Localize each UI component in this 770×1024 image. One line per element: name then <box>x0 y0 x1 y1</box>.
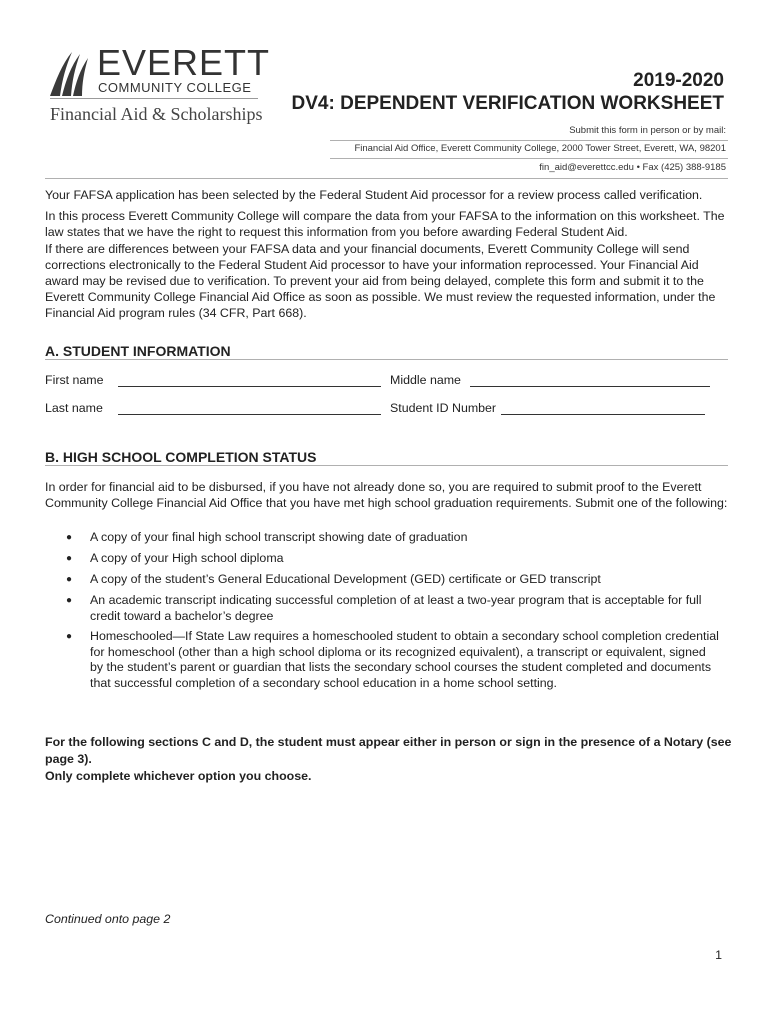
section-a-heading: A. STUDENT INFORMATION <box>45 343 231 359</box>
continued-note: Continued onto page 2 <box>45 912 171 926</box>
student-id-label: Student ID Number <box>390 401 497 415</box>
intro-paragraph-2: In this process Everett Community College will compare the data from your FAFSA to the information on this worksheet. The law states that we have the right to request this information from you before awarding Federal Student Aid. <box>45 209 725 239</box>
first-name-field[interactable] <box>118 386 381 387</box>
bullet-icon: ● <box>66 595 73 606</box>
divider <box>45 465 728 466</box>
middle-name-label: Middle name <box>390 373 461 387</box>
list-item: A copy of the student’s General Educational Development (GED) certificate or GED transcript <box>90 572 601 586</box>
section-b-heading: B. HIGH SCHOOL COMPLETION STATUS <box>45 449 317 465</box>
college-logo <box>50 42 271 126</box>
submit-instruction: Submit this form in person or by mail: <box>569 125 726 136</box>
page-number: 1 <box>715 948 722 962</box>
last-name-label: Last name <box>45 401 103 415</box>
logo-subname: COMMUNITY COLLEGE <box>98 80 252 95</box>
section-b-intro: In order for financial aid to be disbursed, if you have not already done so, you are required to submit proof to the Everett Community College Financial Aid Office that you have met high school graduation requirements. Submit one of the following: <box>45 480 728 510</box>
logo-divider <box>50 98 258 99</box>
divider <box>330 158 728 159</box>
form-year: 2019-2020 <box>633 70 724 91</box>
first-name-label: First name <box>45 373 104 387</box>
divider <box>45 178 728 179</box>
list-item: Homeschooled—If State Law requires a homeschooled student to obtain a secondary school completion credential for homeschool (other than a high school diploma or its recognized equivalent), a transcript or equivalent, signed by the student’s parent or guardian that lists the secondary school courses the student completed and documents that successful completion of a secondary school education in a home school setting. <box>90 629 719 690</box>
logo-tagline: Financial Aid & Scholarships <box>50 104 263 124</box>
divider <box>330 140 728 141</box>
bullet-icon: ● <box>66 631 73 642</box>
office-address: Financial Aid Office, Everett Community College, 2000 Tower Street, Everett, WA, 98201 <box>354 143 726 154</box>
list-item: A copy of your High school diploma <box>90 551 284 565</box>
list-item: An academic transcript indicating successful completion of at least a two-year program that is acceptable for full credit toward a bachelor’s degree <box>90 593 702 623</box>
sections-c-d-note: For the following sections C and D, the student must appear either in person or sign in the presence of a Notary (see page 3). <box>45 735 732 766</box>
intro-paragraph-3: If there are differences between your FAFSA data and your financial documents, Everett Community College will send corrections electronically to the Federal Student Aid processor to have your information reprocessed. Your Financial Aid award may be revised due to verification. To prevent your aid from being delayed, complete this form and submit it to the Everett Community College Financial Aid Office as soon as possible. We must review the requested information, under the Financial Aid program rules (34 CFR, Part 668). <box>45 242 716 320</box>
intro-paragraph-1: Your FAFSA application has been selected by the Federal Student Aid processor for a review process called verification. <box>45 188 703 202</box>
bullet-icon: ● <box>66 532 73 543</box>
student-id-field[interactable] <box>501 414 705 415</box>
list-item: A copy of your final high school transcript showing date of graduation <box>90 530 468 544</box>
logo-name: EVERETT <box>97 42 271 83</box>
option-note: Only complete whichever option you choose. <box>45 769 312 783</box>
bullet-icon: ● <box>66 574 73 585</box>
last-name-field[interactable] <box>118 414 381 415</box>
divider <box>45 359 728 360</box>
middle-name-field[interactable] <box>470 386 710 387</box>
contact-info: fin_aid@everettcc.edu • Fax (425) 388-9185 <box>539 162 726 173</box>
logo-mark-icon <box>50 50 94 96</box>
bullet-icon: ● <box>66 553 73 564</box>
page-title: DV4: DEPENDENT VERIFICATION WORKSHEET <box>291 93 724 114</box>
